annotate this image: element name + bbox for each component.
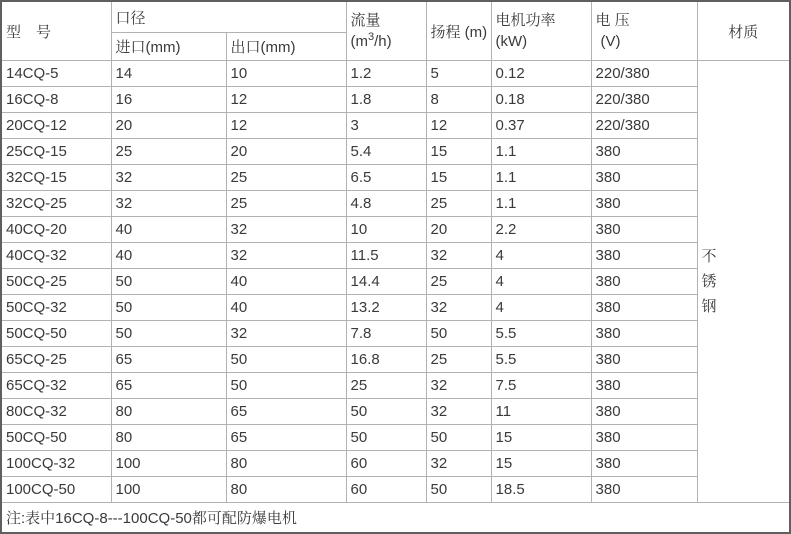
flow-cell: 16.8 xyxy=(346,347,426,373)
head-cell: 25 xyxy=(426,191,491,217)
header-row-1 xyxy=(1,1,790,33)
flow-cell: 10 xyxy=(346,217,426,243)
flow-cell: 14.4 xyxy=(346,269,426,295)
flow-cell: 60 xyxy=(346,451,426,477)
power-cell: 15 xyxy=(491,425,591,451)
power-cell: 0.12 xyxy=(491,61,591,87)
voltage-cell: 380 xyxy=(591,451,697,477)
power-cell: 18.5 xyxy=(491,477,591,503)
flow-cell: 1.8 xyxy=(346,87,426,113)
voltage-cell: 380 xyxy=(591,477,697,503)
flow-cell: 60 xyxy=(346,477,426,503)
outlet-cell: 32 xyxy=(226,243,346,269)
outlet-cell: 50 xyxy=(226,347,346,373)
table-row xyxy=(1,477,790,503)
outlet-cell: 80 xyxy=(226,477,346,503)
outlet-cell: 20 xyxy=(226,139,346,165)
flow-cell: 25 xyxy=(346,373,426,399)
voltage-cell: 380 xyxy=(591,347,697,373)
inlet-cell: 16 xyxy=(111,87,226,113)
voltage-cell: 220/380 xyxy=(591,113,697,139)
material-value-cell xyxy=(697,61,790,503)
power-cell: 0.18 xyxy=(491,87,591,113)
model-cell: 20CQ-12 xyxy=(1,113,111,139)
outlet-cell: 12 xyxy=(226,113,346,139)
outlet-cell: 65 xyxy=(226,425,346,451)
power-cell: 5.5 xyxy=(491,321,591,347)
model-cell: 50CQ-50 xyxy=(1,321,111,347)
voltage-cell: 220/380 xyxy=(591,61,697,87)
table-body xyxy=(1,61,790,503)
power-cell: 1.1 xyxy=(491,139,591,165)
flow-cell: 3 xyxy=(346,113,426,139)
flow-cell: 4.8 xyxy=(346,191,426,217)
inlet-cell: 65 xyxy=(111,373,226,399)
outlet-cell: 40 xyxy=(226,295,346,321)
model-cell: 40CQ-32 xyxy=(1,243,111,269)
model-cell: 50CQ-25 xyxy=(1,269,111,295)
outlet-cell: 80 xyxy=(226,451,346,477)
header-outlet: 出口(mm) xyxy=(226,33,346,61)
flow-cell: 13.2 xyxy=(346,295,426,321)
flow-cell: 7.8 xyxy=(346,321,426,347)
model-cell: 100CQ-50 xyxy=(1,477,111,503)
flow-cell: 1.2 xyxy=(346,61,426,87)
header-flow-unit: $(m^3/h)$ xyxy=(350,31,392,50)
table-row xyxy=(1,347,790,373)
inlet-cell: 65 xyxy=(111,347,226,373)
table-row xyxy=(1,243,790,269)
note-text: 注:表中16CQ-8---100CQ-50都可配防爆电机 xyxy=(1,503,790,534)
outlet-cell: 25 xyxy=(226,165,346,191)
head-cell: 32 xyxy=(426,451,491,477)
power-cell: 1.1 xyxy=(491,165,591,191)
inlet-cell: 50 xyxy=(111,321,226,347)
header-flow-label: 流量 xyxy=(350,12,381,29)
outlet-cell: 40 xyxy=(226,269,346,295)
inlet-cell: 100 xyxy=(111,477,226,503)
model-cell: 32CQ-25 xyxy=(1,191,111,217)
material-text: 不锈钢 xyxy=(701,248,717,315)
voltage-cell: 380 xyxy=(591,373,697,399)
head-cell: 12 xyxy=(426,113,491,139)
outlet-cell: 25 xyxy=(226,191,346,217)
voltage-cell: 380 xyxy=(591,243,697,269)
head-cell: 25 xyxy=(426,269,491,295)
head-cell: 8 xyxy=(426,87,491,113)
head-cell: 50 xyxy=(426,321,491,347)
head-cell: 32 xyxy=(426,243,491,269)
power-cell: 5.5 xyxy=(491,347,591,373)
inlet-cell: 32 xyxy=(111,191,226,217)
flow-cell: 50 xyxy=(346,425,426,451)
head-cell: 15 xyxy=(426,165,491,191)
flow-cell: 6.5 xyxy=(346,165,426,191)
model-cell: 32CQ-15 xyxy=(1,165,111,191)
table-footer xyxy=(1,503,790,534)
table-row xyxy=(1,425,790,451)
voltage-cell: 380 xyxy=(591,399,697,425)
header-voltage xyxy=(591,1,697,61)
inlet-cell: 80 xyxy=(111,399,226,425)
header-power xyxy=(491,1,591,61)
inlet-cell: 20 xyxy=(111,113,226,139)
power-cell: 15 xyxy=(491,451,591,477)
model-cell: 65CQ-32 xyxy=(1,373,111,399)
outlet-cell: 10 xyxy=(226,61,346,87)
flow-cell: 50 xyxy=(346,399,426,425)
inlet-cell: 100 xyxy=(111,451,226,477)
outlet-cell: 50 xyxy=(226,373,346,399)
table-row xyxy=(1,87,790,113)
table-row xyxy=(1,399,790,425)
power-cell: 4 xyxy=(491,269,591,295)
power-cell: 2.2 xyxy=(491,217,591,243)
inlet-cell: 50 xyxy=(111,269,226,295)
head-cell: 50 xyxy=(426,477,491,503)
table-row xyxy=(1,269,790,295)
model-cell: 14CQ-5 xyxy=(1,61,111,87)
power-cell: 1.1 xyxy=(491,191,591,217)
outlet-cell: 32 xyxy=(226,217,346,243)
inlet-cell: 25 xyxy=(111,139,226,165)
inlet-cell: 40 xyxy=(111,217,226,243)
head-cell: 20 xyxy=(426,217,491,243)
head-cell: 15 xyxy=(426,139,491,165)
outlet-cell: 32 xyxy=(226,321,346,347)
head-cell: 32 xyxy=(426,399,491,425)
table-row xyxy=(1,165,790,191)
model-cell: 16CQ-8 xyxy=(1,87,111,113)
header-power-label: 电机功率 xyxy=(495,12,556,29)
voltage-cell: 380 xyxy=(591,321,697,347)
header-voltage-label: 电 压 xyxy=(595,12,630,29)
head-cell: 32 xyxy=(426,373,491,399)
header-material: 材质 xyxy=(697,1,790,61)
table-row xyxy=(1,321,790,347)
table-row xyxy=(1,217,790,243)
outlet-cell: 65 xyxy=(226,399,346,425)
inlet-cell: 14 xyxy=(111,61,226,87)
power-cell: 0.37 xyxy=(491,113,591,139)
model-cell: 25CQ-15 xyxy=(1,139,111,165)
inlet-cell: 40 xyxy=(111,243,226,269)
head-cell: 5 xyxy=(426,61,491,87)
table-header xyxy=(1,1,790,61)
model-cell: 50CQ-32 xyxy=(1,295,111,321)
model-cell: 65CQ-25 xyxy=(1,347,111,373)
voltage-cell: 380 xyxy=(591,425,697,451)
voltage-cell: 220/380 xyxy=(591,87,697,113)
header-voltage-unit: (V) xyxy=(600,33,621,50)
table-row xyxy=(1,295,790,321)
table-row xyxy=(1,373,790,399)
model-cell: 50CQ-50 xyxy=(1,425,111,451)
flow-cell: 11.5 xyxy=(346,243,426,269)
power-cell: 4 xyxy=(491,295,591,321)
power-cell: 11 xyxy=(491,399,591,425)
outlet-cell: 12 xyxy=(226,87,346,113)
table-row xyxy=(1,113,790,139)
inlet-cell: 50 xyxy=(111,295,226,321)
model-cell: 40CQ-20 xyxy=(1,217,111,243)
table-row xyxy=(1,139,790,165)
head-cell: 32 xyxy=(426,295,491,321)
inlet-cell: 80 xyxy=(111,425,226,451)
head-cell: 25 xyxy=(426,347,491,373)
voltage-cell: 380 xyxy=(591,295,697,321)
header-model: 型 号 xyxy=(1,1,111,61)
power-cell: 4 xyxy=(491,243,591,269)
header-head: 扬程 (m) xyxy=(426,1,491,61)
model-cell: 100CQ-32 xyxy=(1,451,111,477)
header-diameter: 口径 xyxy=(111,1,346,33)
inlet-cell: 32 xyxy=(111,165,226,191)
voltage-cell: 380 xyxy=(591,217,697,243)
voltage-cell: 380 xyxy=(591,165,697,191)
model-cell: 80CQ-32 xyxy=(1,399,111,425)
header-flow xyxy=(346,1,426,61)
header-inlet: 进口(mm) xyxy=(111,33,226,61)
power-cell: 7.5 xyxy=(491,373,591,399)
voltage-cell: 380 xyxy=(591,269,697,295)
head-cell: 50 xyxy=(426,425,491,451)
table-row xyxy=(1,191,790,217)
note-row xyxy=(1,503,790,534)
flow-cell: 5.4 xyxy=(346,139,426,165)
table-row xyxy=(1,451,790,477)
table-row xyxy=(1,61,790,87)
voltage-cell: 380 xyxy=(591,139,697,165)
voltage-cell: 380 xyxy=(591,191,697,217)
header-power-unit: (kW) xyxy=(495,33,528,50)
